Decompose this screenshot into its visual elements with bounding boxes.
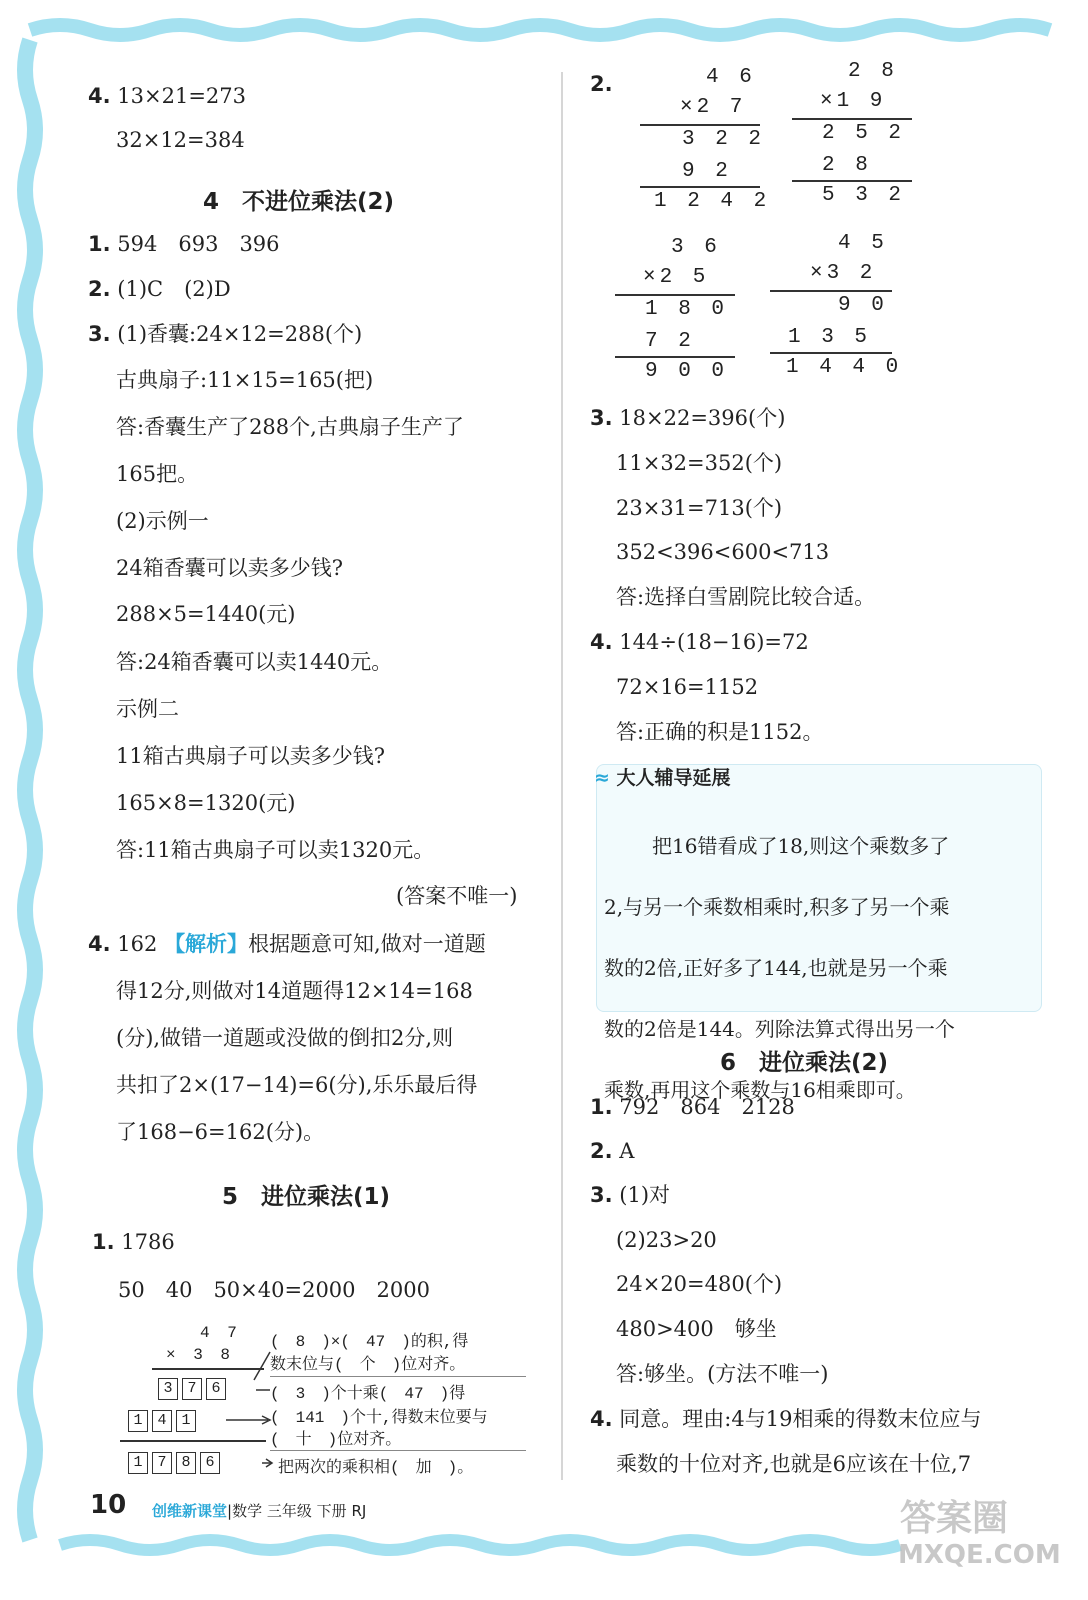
answer-line: 示例二	[116, 697, 179, 721]
answer-line: 352<396<600<713	[616, 540, 830, 564]
answer-line: 72×16=1152	[616, 675, 759, 699]
analysis-tag: 【解析】	[164, 932, 249, 956]
answer-line: 古典扇子:11×15=165(把)	[116, 368, 374, 392]
answer-line: 288×5=1440(元)	[116, 602, 296, 626]
s4-q4: 4. 162 【解析】根据题意可知,做对一道题	[88, 932, 486, 956]
digit-box: 6	[200, 1452, 220, 1474]
digit-box: 1	[176, 1410, 196, 1432]
page-number: 10	[90, 1490, 127, 1520]
watermark-logo: 答案圈	[900, 1498, 1009, 1539]
answer-line: (2)示例一	[116, 509, 209, 533]
answer-line: 11×32=352(个)	[616, 451, 783, 475]
answer-line: 答:正确的积是1152。	[616, 720, 824, 744]
answer-line: 11箱古典扇子可以卖多少钱?	[116, 744, 385, 768]
tip-body: 把16错看成了18,则这个乘数多了 2,与另一个乘数相乘时,积多了另一个乘 数的2倍,正好多了144,也就是另一个乘 数的2倍是144。列除法算式得出另一个 乘数,再用这个乘数与16相乘即可。	[604, 834, 955, 1102]
prev-q4: 4. 13×21=273	[88, 84, 246, 108]
answer-line: 答:够坐。(方法不唯一)	[616, 1362, 829, 1386]
digit-box: 1	[128, 1452, 148, 1474]
answer-line: 答:11箱古典扇子可以卖1320元。	[116, 838, 435, 862]
section-4-title: 4 不进位乘法(2)	[203, 189, 395, 215]
s4-q3: 3. (1)香囊:24×12=288(个)	[88, 322, 363, 346]
s5-q1: 1. 1786	[92, 1230, 175, 1254]
answer-note: (答案不唯一)	[396, 884, 518, 908]
tip-title: ≈ 大人辅导延展	[594, 767, 731, 789]
answer-line: 24×20=480(个)	[616, 1272, 783, 1296]
answer-line: 165把。	[116, 462, 199, 486]
digit-box: 1	[128, 1410, 148, 1432]
r-q4: 4. 144÷(18−16)=72	[590, 630, 809, 654]
digit-box: 8	[176, 1452, 196, 1474]
vertical-calc-diagram: 4 7 × 3 8 3 7 6 1 4 1 1 7 8 6 ( 8 )×( 47 )的积,得 数末位与( 个 )位对齐。 ( 3 )个十乘( 47 )得 ( 141 )个十,得数末位要与 ( 十 )位对齐。 把两次的乘积相( 加 )。	[120, 1318, 540, 1488]
answer-line: 答:香囊生产了288个,古典扇子生产了	[116, 415, 464, 439]
vertical-calc-2: 2 8 ×1 9 2 5 2 2 8 5 3 2	[792, 60, 922, 210]
answer-line: 答:选择白雪剧院比较合适。	[616, 585, 876, 609]
digit-box: 7	[182, 1378, 202, 1400]
prev-q4-line2: 32×12=384	[116, 128, 245, 152]
answer-line: 165×8=1320(元)	[116, 791, 296, 815]
footer-info: 创维新课堂|数学 三年级 下册 RJ	[152, 1502, 367, 1520]
s5-q1-line2: 50 40 50×40=2000 2000	[118, 1278, 430, 1302]
s6-q4: 4. 同意。理由:4与19相乘的得数末位应与	[590, 1407, 982, 1431]
analysis-line: 得12分,则做对14道题得12×14=168	[116, 979, 473, 1003]
analysis-line: 共扣了2×(17−14)=6(分),乐乐最后得	[116, 1073, 478, 1097]
digit-box: 4	[152, 1410, 172, 1432]
answer-line: (2)23>20	[616, 1228, 717, 1252]
s4-q2: 2. (1)C (2)D	[88, 277, 231, 301]
vertical-calc-3: 3 6 ×2 5 1 8 0 7 2 9 0 0	[615, 236, 745, 386]
arrows	[216, 1318, 276, 1488]
answer-line: 24箱香囊可以卖多少钱?	[116, 556, 343, 580]
digit-box: 6	[206, 1378, 226, 1400]
section-5-title: 5 进位乘法(1)	[222, 1184, 391, 1210]
s4-q1: 1. 594 693 396	[88, 232, 280, 256]
answer-line: 23×31=713(个)	[616, 496, 783, 520]
s6-q1: 1. 792 864 2128	[590, 1095, 795, 1119]
digit-box: 7	[152, 1452, 172, 1474]
watermark-url: MXQE.COM	[898, 1540, 1061, 1570]
vertical-calc-1: 4 6 ×2 7 3 2 2 9 2 1 2 4 2	[640, 66, 770, 216]
q2-number: 2.	[590, 72, 613, 96]
answer-line: 答:24箱香囊可以卖1440元。	[116, 650, 393, 674]
wave-icon: ≈	[594, 767, 610, 789]
digit-box: 3	[158, 1378, 178, 1400]
s6-q2: 2. A	[590, 1139, 635, 1163]
r-q3: 3. 18×22=396(个)	[590, 406, 786, 430]
analysis-line: 了168−6=162(分)。	[116, 1120, 325, 1144]
answer-line: 480>400 够坐	[616, 1317, 777, 1341]
answer-line: 乘数的十位对齐,也就是6应该在十位,7	[616, 1452, 972, 1476]
s6-q3: 3. (1)对	[590, 1183, 671, 1207]
vertical-calc-4: 4 5 ×3 2 9 0 1 3 5 1 4 4 0	[770, 232, 900, 382]
analysis-line: (分),做错一道题或没做的倒扣2分,则	[116, 1026, 454, 1050]
section-6-title: 6 进位乘法(2)	[720, 1050, 889, 1076]
